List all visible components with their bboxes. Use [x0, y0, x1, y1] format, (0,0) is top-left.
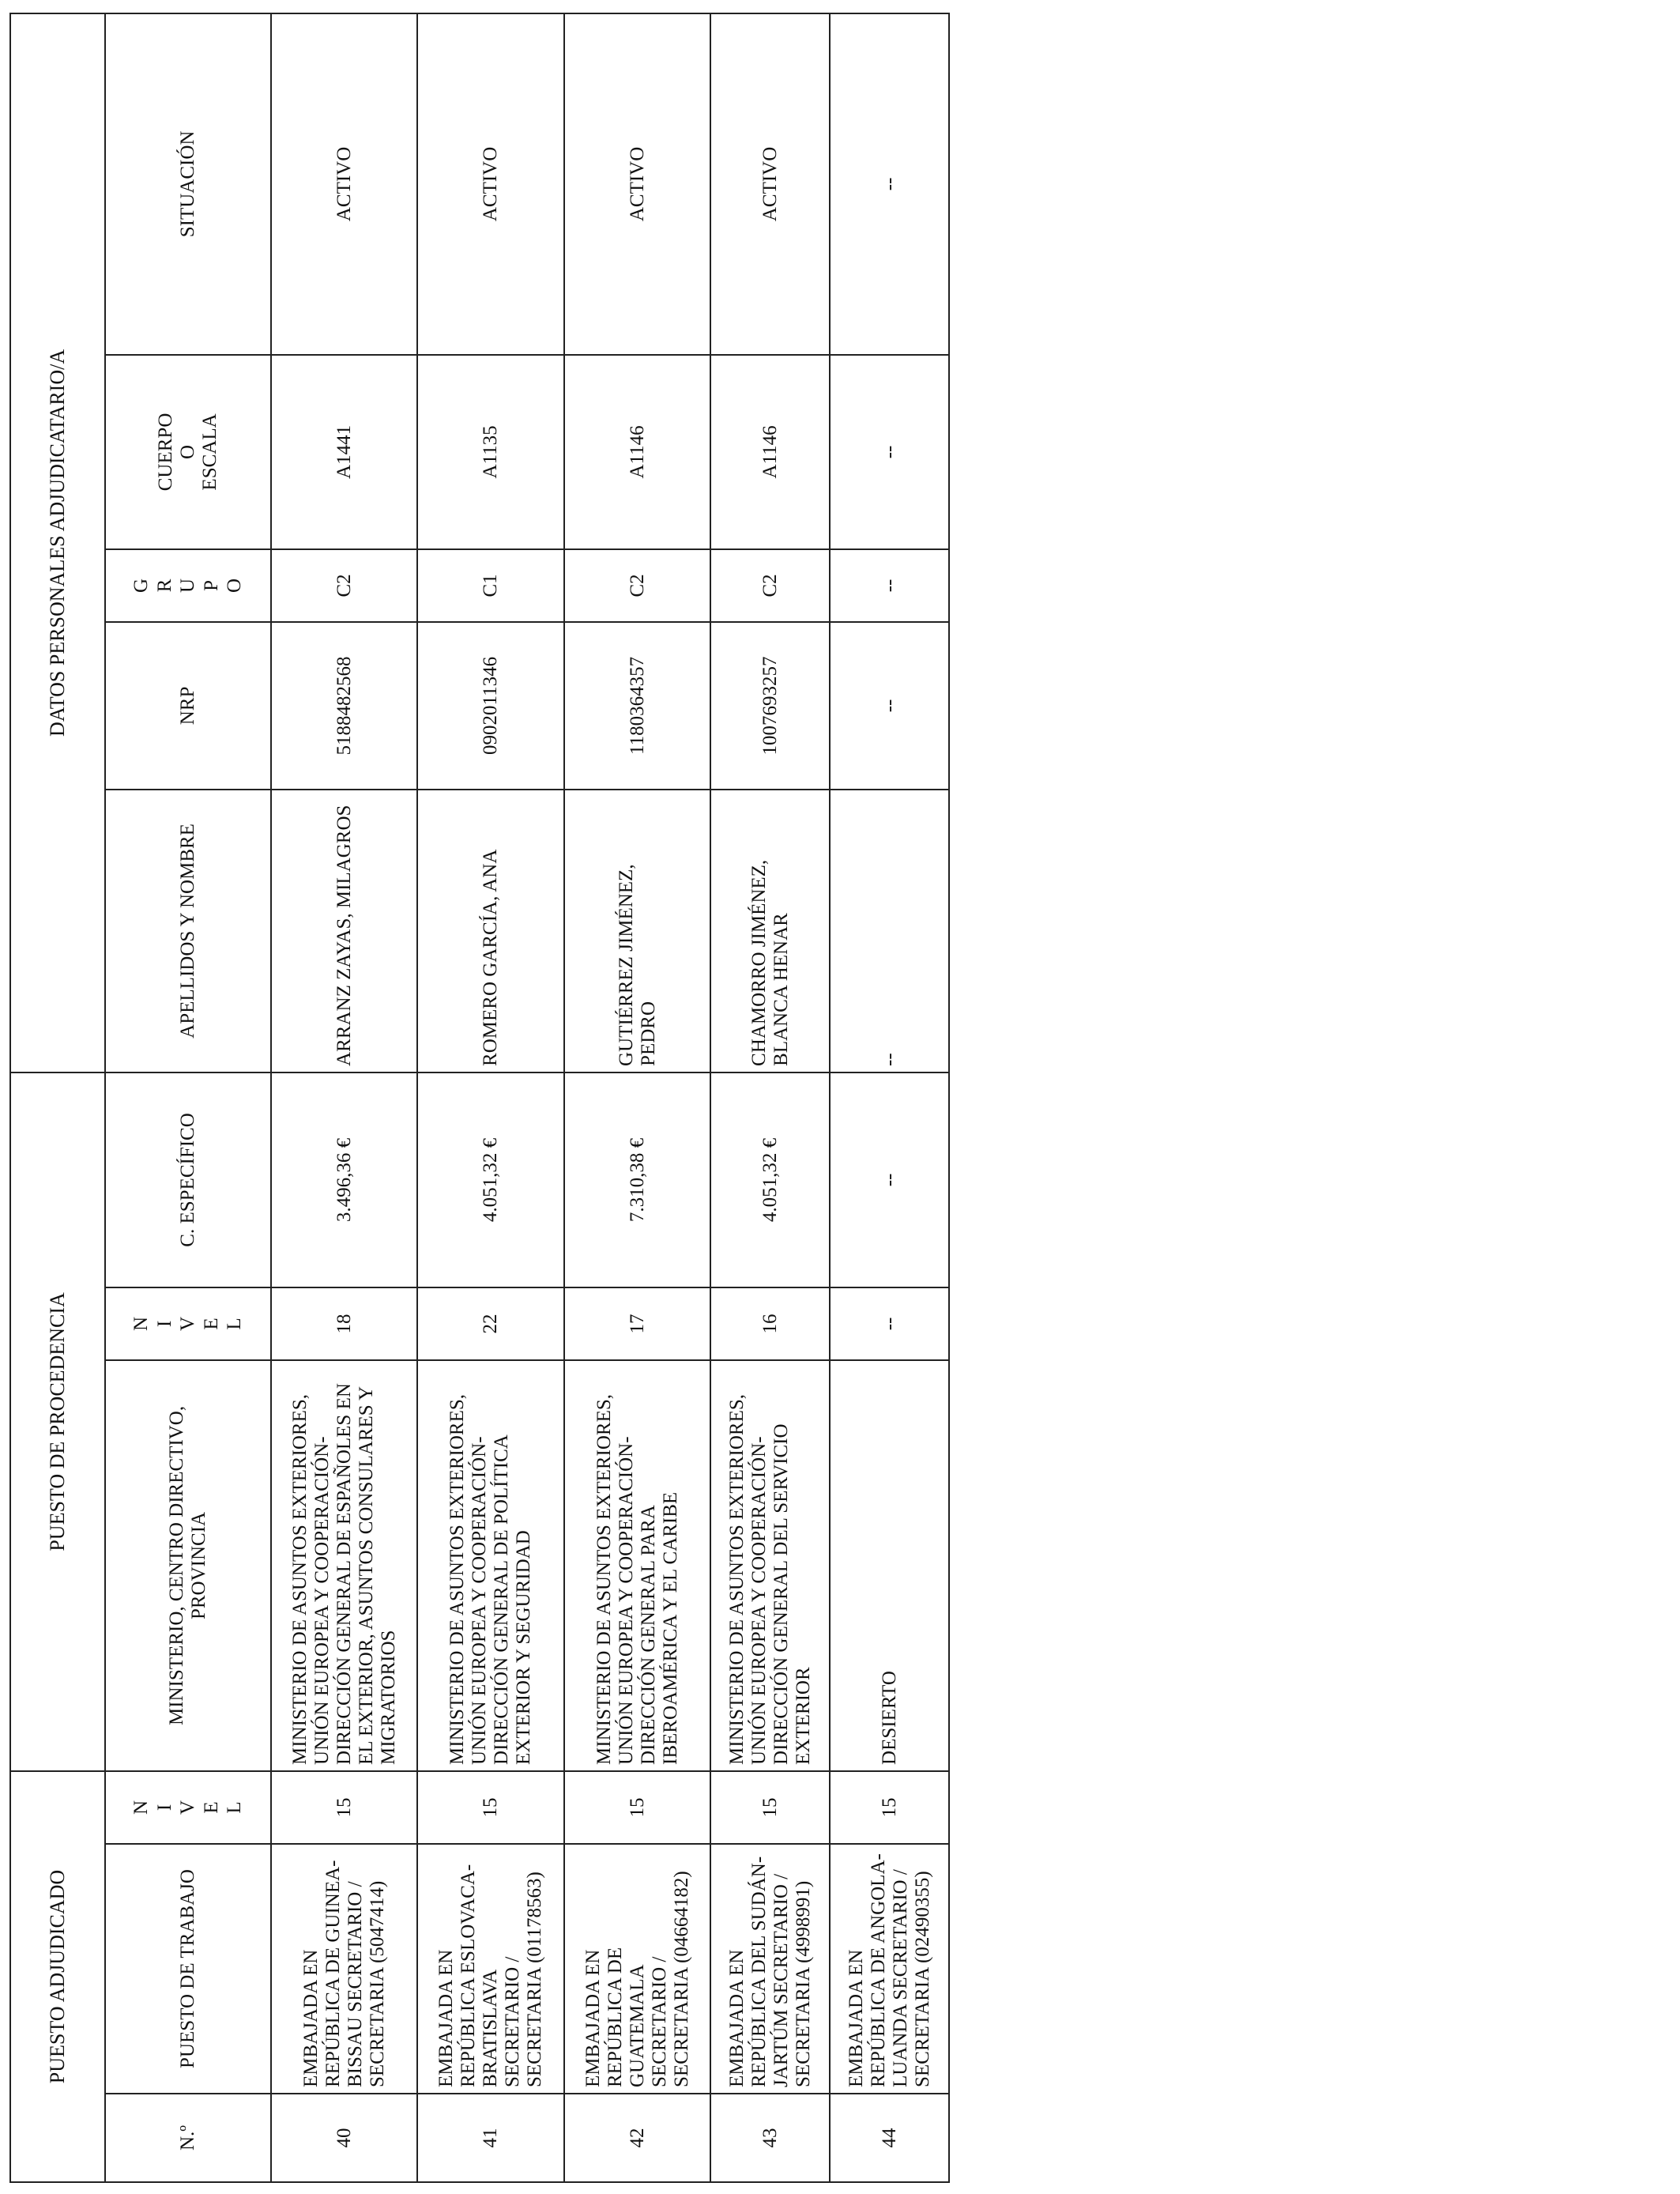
cell-cuerpo: A1146: [710, 355, 830, 549]
group-puesto-procedencia: PUESTO DE PROCEDENCIA: [10, 1072, 105, 1771]
cell-nivel: 15: [710, 1771, 830, 1844]
cell-c-especifico: --: [830, 1072, 949, 1287]
header-grupo-letter: P: [200, 579, 222, 591]
cell-nrp: --: [830, 622, 949, 790]
cell-nivel-procedencia: --: [830, 1287, 949, 1360]
header-grupo-letter: G: [130, 578, 153, 593]
cell-nivel: 15: [830, 1771, 949, 1844]
header-c-especifico: C. ESPECÍFICO: [105, 1072, 271, 1287]
cell-c-especifico: 3.496,36 €: [271, 1072, 417, 1287]
cell-nivel: 15: [271, 1771, 417, 1844]
cell-situacion: ACTIVO: [710, 13, 830, 355]
cell-grupo: C2: [564, 549, 710, 622]
cell-ministerio: MINISTERIO DE ASUNTOS EXTERIORES, UNIÓN EUROPEA Y COOPERACIÓN-DIRECCIÓN GENERAL DE ESPAÑOLES EN EL EXTERIOR, ASUNTOS CONSULARES Y MIGRATORIOS: [271, 1360, 417, 1771]
cell-apellidos: ROMERO GARCÍA, ANA: [417, 790, 563, 1072]
cell-nivel: 15: [564, 1771, 710, 1844]
cell-nivel: 15: [417, 1771, 563, 1844]
cell-numero: 42: [564, 2094, 710, 2182]
column-header-row: [105, 13, 271, 2182]
cell-puesto-trabajo: EMBAJADA EN REPÚBLICA DE ANGOLA-LUANDA SECRETARIO / SECRETARIA (02490355): [830, 1844, 949, 2094]
cell-grupo: C2: [710, 549, 830, 622]
table-row: [710, 13, 830, 2182]
header-grupo: [105, 549, 271, 622]
cell-nivel-procedencia: 18: [271, 1287, 417, 1360]
header-nivel-letter: N: [130, 1800, 153, 1815]
cell-puesto-trabajo: EMBAJADA EN REPÚBLICA DE GUINEA-BISSAU SECRETARIO / SECRETARIA (5047414): [271, 1844, 417, 2094]
header-cuerpo-escala: CUERPO O ESCALA: [105, 355, 271, 549]
group-header-row: [10, 13, 105, 2182]
cell-situacion: --: [830, 13, 949, 355]
header-nivel-letter: E: [200, 1801, 222, 1814]
cell-c-especifico: 4.051,32 €: [710, 1072, 830, 1287]
cell-nrp: 1180364357: [564, 622, 710, 790]
header-nivel2-letter: I: [153, 1320, 175, 1328]
cell-apellidos: --: [830, 790, 949, 1072]
header-ministerio: MINISTERIO, CENTRO DIRECTIVO, PROVINCIA: [105, 1360, 271, 1771]
table-row: [417, 13, 563, 2182]
group-datos-personales: DATOS PERSONALES ADJUDICATARIO/A: [10, 13, 105, 1072]
cell-ministerio: MINISTERIO DE ASUNTOS EXTERIORES, UNIÓN EUROPEA Y COOPERACIÓN-DIRECCIÓN GENERAL DEL SERVICIO EXTERIOR: [710, 1360, 830, 1771]
cell-cuerpo: A1135: [417, 355, 563, 549]
header-nivel-letter: L: [224, 1801, 246, 1814]
group-puesto-adjudicado: PUESTO ADJUDICADO: [10, 1771, 105, 2182]
header-grupo-letter: O: [224, 578, 246, 593]
cell-ministerio: MINISTERIO DE ASUNTOS EXTERIORES, UNIÓN EUROPEA Y COOPERACIÓN-DIRECCIÓN GENERAL PARA IBEROAMÉRICA Y EL CARIBE: [564, 1360, 710, 1771]
cell-numero: 44: [830, 2094, 949, 2182]
header-grupo-letter: U: [177, 578, 199, 593]
cell-apellidos: GUTIÉRREZ JIMÉNEZ, PEDRO: [564, 790, 710, 1072]
header-apellidos: APELLIDOS Y NOMBRE: [105, 790, 271, 1072]
cell-puesto-trabajo: EMBAJADA EN REPÚBLICA DEL SUDÁN-JARTÚM SECRETARIO / SECRETARIA (4998991): [710, 1844, 830, 2094]
header-situacion: SITUACIÓN: [105, 13, 271, 355]
cell-numero: 41: [417, 2094, 563, 2182]
cell-nivel-procedencia: 22: [417, 1287, 563, 1360]
table-row: [271, 13, 417, 2182]
table-row: [830, 13, 949, 2182]
header-nrp: NRP: [105, 622, 271, 790]
header-puesto-trabajo: PUESTO DE TRABAJO: [105, 1844, 271, 2094]
cell-situacion: ACTIVO: [564, 13, 710, 355]
cell-grupo: --: [830, 549, 949, 622]
cell-numero: 43: [710, 2094, 830, 2182]
cell-numero: 40: [271, 2094, 417, 2182]
header-nivel2-letter: E: [200, 1318, 222, 1330]
cell-cuerpo: A1146: [564, 355, 710, 549]
header-nivel: [105, 1771, 271, 1844]
header-nivel2-letter: V: [177, 1316, 199, 1331]
cell-nrp: 0902011346: [417, 622, 563, 790]
cell-grupo: C1: [417, 549, 563, 622]
cell-puesto-trabajo: EMBAJADA EN REPÚBLICA DE GUATEMALA SECRETARIO / SECRETARIA (04664182): [564, 1844, 710, 2094]
header-nivel2-letter: N: [130, 1316, 153, 1331]
header-nivel-procedencia: [105, 1287, 271, 1360]
adjudication-table: [9, 13, 950, 2183]
cell-nrp: 5188482568: [271, 622, 417, 790]
cell-c-especifico: 4.051,32 €: [417, 1072, 563, 1287]
cell-apellidos: ARRANZ ZAYAS, MILAGROS: [271, 790, 417, 1072]
cell-apellidos: CHAMORRO JIMÉNEZ, BLANCA HENAR: [710, 790, 830, 1072]
table-row: [564, 13, 710, 2182]
header-numero: N.º: [105, 2094, 271, 2182]
header-nivel2-letter: L: [224, 1318, 246, 1330]
cell-c-especifico: 7.310,38 €: [564, 1072, 710, 1287]
cell-grupo: C2: [271, 549, 417, 622]
cell-nrp: 1007693257: [710, 622, 830, 790]
cell-nivel-procedencia: 16: [710, 1287, 830, 1360]
cell-cuerpo: --: [830, 355, 949, 549]
cell-nivel-procedencia: 17: [564, 1287, 710, 1360]
cell-puesto-trabajo: EMBAJADA EN REPÚBLICA ESLOVACA-BRATISLAVA SECRETARIO / SECRETARIA (01178563): [417, 1844, 563, 2094]
header-grupo-letter: R: [153, 579, 175, 593]
header-nivel-letter: V: [177, 1800, 199, 1815]
header-nivel-letter: I: [153, 1804, 175, 1811]
cell-situacion: ACTIVO: [271, 13, 417, 355]
cell-ministerio: DESIERTO: [830, 1360, 949, 1771]
cell-situacion: ACTIVO: [417, 13, 563, 355]
cell-ministerio: MINISTERIO DE ASUNTOS EXTERIORES, UNIÓN EUROPEA Y COOPERACIÓN-DIRECCIÓN GENERAL DE POLÍTICA EXTERIOR Y SEGURIDAD: [417, 1360, 563, 1771]
cell-cuerpo: A1441: [271, 355, 417, 549]
